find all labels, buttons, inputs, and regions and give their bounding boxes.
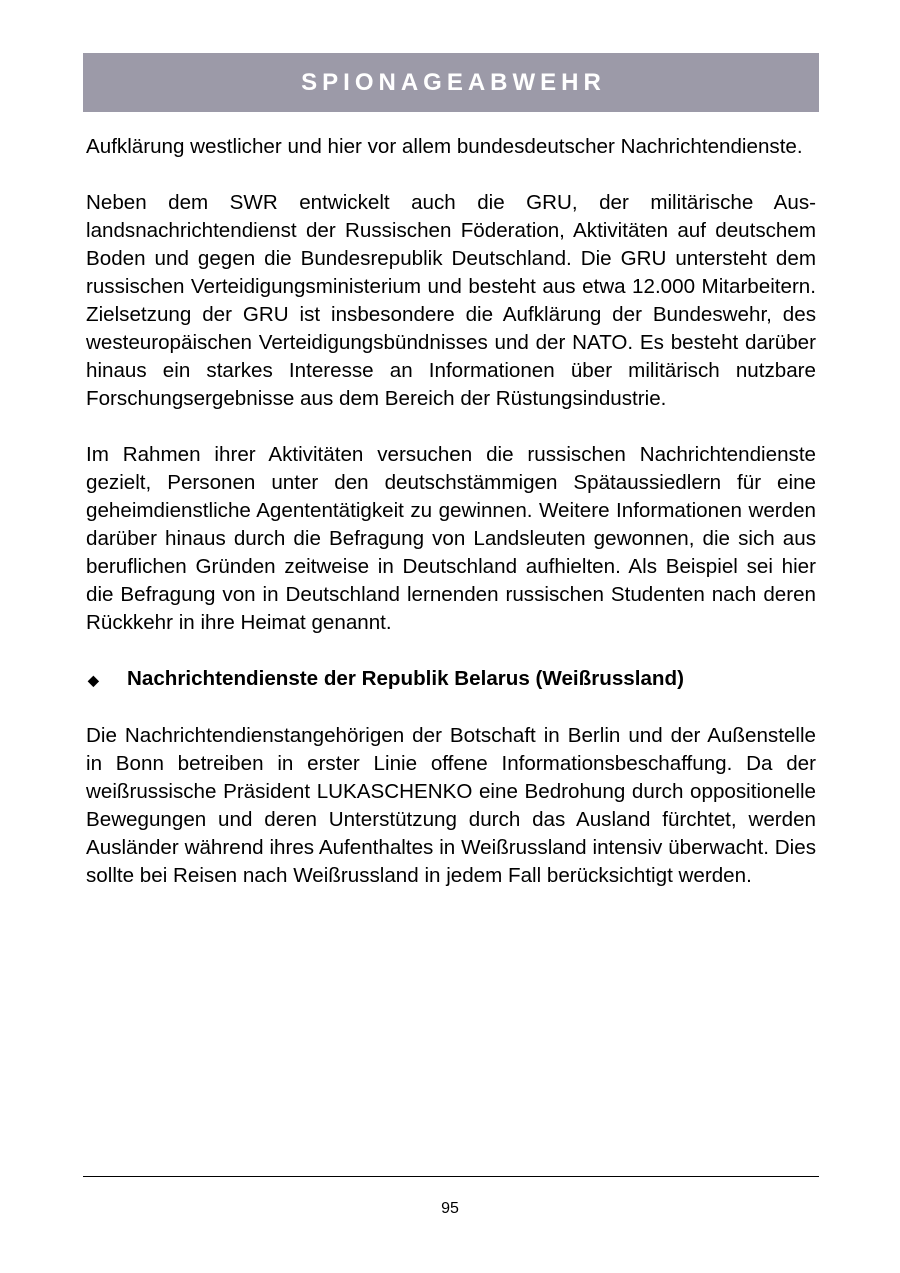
page-number: 95: [441, 1200, 459, 1217]
paragraph-russian-services: Im Rahmen ihrer Aktivitäten versuchen die russischen Nachrichtendienste gezielt, Personen unter den deutschstämmigen Spätaussiedlern für eine geheimdienstliche Agententätigkeit zu gewinnen. Weitere Informationen werden darüber hinaus durch die Befragung von Landsleuten gewonnen, die sich aus beruflichen Gründen zeitweise in Deutschland aufhielten. Als Beispiel sei hier die Befragung von in Deutschland lernenden russischen Studenten nach deren Rückkehr in ihre Heimat genannt.: [86, 443, 816, 634]
paragraph-gap: [86, 637, 816, 665]
section-header-bar: [83, 53, 819, 112]
paragraph-gap: [86, 413, 816, 441]
subsection-heading: [86, 665, 816, 694]
footer-divider: [83, 1176, 819, 1177]
paragraph-continuation: Aufklärung westlicher und hier vor allem bundesdeutscher Nachrichtendienste.: [86, 135, 803, 158]
section-header-title: SPIONAGEABWEHR: [301, 68, 606, 96]
paragraph-gap: [86, 161, 816, 189]
diamond-bullet-icon: ◆: [88, 672, 99, 688]
paragraph-gru: Neben dem SWR entwickelt auch die GRU, der militärische Auslandsnachrichtendienst der Russischen Föderation, Aktivitäten auf deutschem Boden und gegen die Bundesrepublik Deutschland. Die GRU untersteht dem russischen Verteidigungsministerium und besteht aus etwa 12.000 Mitarbeitern. Zielsetzung der GRU ist insbesondere die Aufklärung der Bundeswehr, des westeuropäischen Verteidigungsbündnisses und der NATO. Es besteht darüber hinaus ein starkes Interesse an Informationen über militärisch nutzbare Forschungsergebnisse aus dem Bereich der Rüstungsindustrie.: [86, 191, 816, 410]
subsection-heading-text: Nachrichtendienste der Republik Belarus (Weißrussland): [127, 667, 684, 690]
paragraph-gap: [86, 694, 816, 722]
page-body: [86, 133, 816, 890]
paragraph-belarus: Die Nachrichtendienstangehörigen der Botschaft in Berlin und der Außenstelle in Bonn betreiben in erster Linie offene Informationsbeschaffung. Da der weißrussische Präsident LUKASCHENKO eine Bedrohung durch oppositionelle Bewegungen und deren Unterstützung durch das Ausland fürchtet, werden Ausländer während ihres Aufenthaltes in Weißrussland intensiv überwacht. Dies sollte bei Reisen nach Weißrussland in jedem Fall berücksichtigt werden.: [86, 724, 816, 887]
